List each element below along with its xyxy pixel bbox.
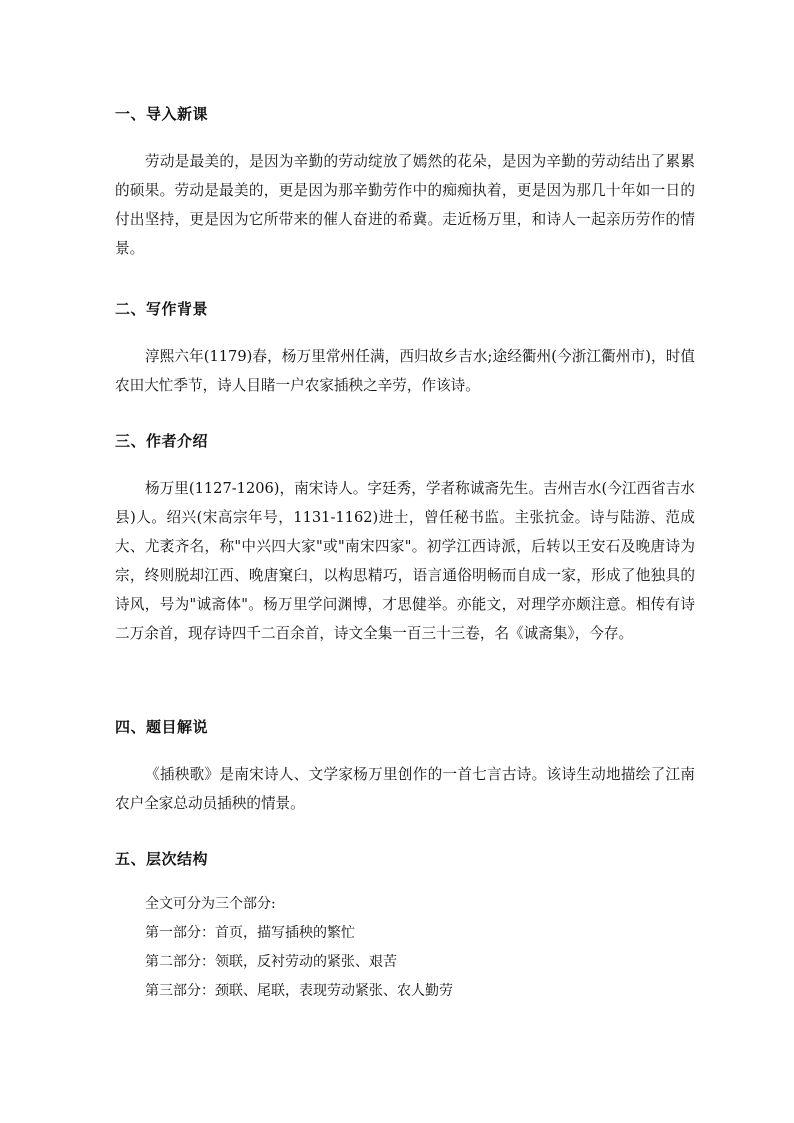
section-heading-author: 三、作者介绍	[115, 432, 209, 450]
structure-list	[145, 890, 705, 1006]
section-paragraph-background: 淳熙六年(1179)春，杨万里常州任满，西归故乡吉水;途经衢州(今浙江衢州市)，时值农田大忙季节，诗人目睹一户农家插秧之辛劳，作该诗。	[115, 348, 695, 394]
section-heading-structure: 五、层次结构	[115, 850, 209, 868]
structure-list-item: 第二部分：领联，反衬劳动的紧张、艰苦	[145, 954, 397, 970]
structure-list-item: 第一部分：首页，描写插秧的繁忙	[145, 925, 355, 941]
structure-list-item: 第三部分：颈联、尾联，表现劳动紧张、农人勤劳	[145, 983, 453, 999]
section-heading-title-explanation: 四、题目解说	[115, 718, 209, 736]
structure-list-item: 全文可分为三个部分:	[145, 896, 276, 912]
section-paragraph-author: 杨万里(1127-1206)，南宋诗人。字廷秀，学者称诚斋先生。吉州吉水(今江西省吉水县)人。绍兴(宋高宗年号，1131-1162)进士，曾任秘书监。主张抗金。诗与陆游、范成大、尤袤齐名，称"中兴四大家"或"南宋四家"。初学江西诗派，后转以王安石及晚唐诗为宗，终则脱却江西、晚唐窠臼，以构思精巧，语言通俗明畅而自成一家，形成了他独具的诗风，号为"诚斋体"。杨万里学问渊博，才思健举。亦能文，对理学亦颇注意。相传有诗二万余首，现存诗四千二百余首，诗文全集一百三十三卷，名《诚斋集》，今存。	[115, 480, 695, 642]
section-heading-background: 二、写作背景	[115, 300, 209, 318]
section-heading-intro: 一、导入新课	[115, 105, 209, 123]
section-paragraph-intro: 劳动是最美的，是因为辛勤的劳动绽放了嫣然的花朵，是因为辛勤的劳动结出了累累的硕果。劳动是最美的，更是因为那辛勤劳作中的痴痴执着，更是因为那几十年如一日的付出坚持，更是因为它所带来的催人奋进的希冀。走近杨万里，和诗人一起亲历劳作的情景。	[115, 153, 695, 257]
section-paragraph-title-explanation: 《插秧歌》是南宋诗人、文学家杨万里创作的一首七言古诗。该诗生动地描绘了江南农户全家总动员插秧的情景。	[115, 766, 695, 812]
